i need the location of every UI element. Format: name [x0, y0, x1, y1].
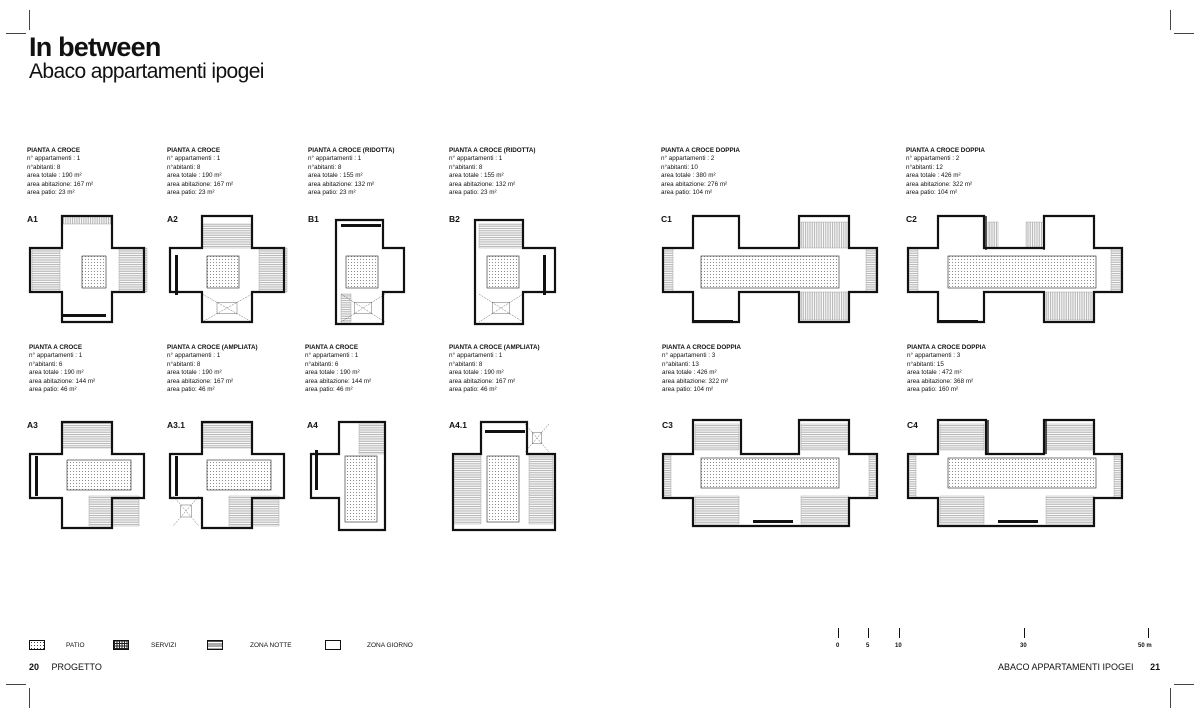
- spec-a41: [449, 344, 540, 394]
- spec-line: area abitazione: 132 m²: [308, 180, 375, 188]
- legend-label: ZONA NOTTE: [250, 642, 292, 649]
- scale-label: 50 m: [1138, 643, 1152, 649]
- spec-b1: [308, 147, 395, 197]
- floor-plan-a31: [167, 416, 287, 534]
- spec-line: n° appartamenti : 1: [29, 352, 83, 360]
- floor-plan-c4: [906, 416, 1126, 534]
- spec-line: n°abitanti: 8: [27, 163, 61, 171]
- spec-a4: [305, 344, 371, 394]
- spec-line: area patio: 46 m²: [305, 386, 353, 394]
- spec-line: n° appartamenti : 1: [305, 352, 359, 360]
- spec-line: area patio: 46 m²: [167, 386, 215, 394]
- page-title: In between: [29, 32, 161, 62]
- spec-line: area abitazione: 167 m²: [167, 377, 234, 385]
- spec-line: area totale : 155 m²: [308, 172, 363, 180]
- floor-plan-b2: [449, 210, 559, 325]
- spec-line: n° appartamenti : 1: [167, 352, 221, 360]
- spec-line: n° appartamenti : 2: [661, 155, 715, 163]
- spec-line: area patio: 23 m²: [308, 189, 356, 197]
- spec-line: n° appartamenti : 1: [449, 155, 503, 163]
- plan-label-a1: A1: [27, 214, 38, 224]
- spec-line: area totale : 155 m²: [449, 172, 504, 180]
- spec-line: area totale : 190 m²: [167, 369, 222, 377]
- spec-line: n°abitanti: 13: [662, 360, 699, 368]
- legend: [29, 640, 449, 652]
- spec-c4: [907, 344, 986, 394]
- spec-type: PIANTA A CROCE (AMPLIATA): [449, 344, 540, 351]
- zona-giorno-swatch: [325, 640, 341, 650]
- spec-line: area abitazione: 144 m²: [305, 377, 372, 385]
- spec-line: area patio: 104 m²: [662, 386, 714, 394]
- servizi-swatch: [113, 640, 129, 650]
- spec-line: area totale : 190 m²: [305, 369, 360, 377]
- spec-line: area abitazione: 322 m²: [906, 180, 973, 188]
- spec-line: area abitazione: 167 m²: [449, 377, 516, 385]
- spec-type: PIANTA A CROCE DOPPIA: [662, 344, 741, 351]
- floor-plan-c3: [661, 416, 881, 534]
- legend-label: PATIO: [66, 642, 85, 649]
- scale-label: 10: [895, 643, 902, 649]
- spec-line: n°abitanti: 12: [906, 163, 943, 171]
- spec-line: n° appartamenti : 3: [662, 352, 716, 360]
- plan-label-b1: B1: [308, 214, 319, 224]
- spec-line: area patio: 46 m²: [29, 386, 77, 394]
- scale-tick: [868, 628, 869, 638]
- plan-label-c1: C1: [661, 214, 672, 224]
- crop-mark: [29, 688, 30, 708]
- spec-line: n°abitanti: 8: [308, 163, 342, 171]
- spec-line: area totale : 426 m²: [906, 172, 961, 180]
- patio-swatch: [29, 640, 45, 650]
- section-name-left: PROGETTO: [51, 662, 102, 672]
- plan-label-a31: A3.1: [167, 420, 185, 430]
- spec-line: area patio: 160 m²: [907, 386, 959, 394]
- spec-type: PIANTA A CROCE (RIDOTTA): [308, 147, 395, 154]
- legend-label: ZONA GIORNO: [367, 642, 413, 649]
- spec-type: PIANTA A CROCE: [29, 344, 83, 351]
- page-subtitle: Abaco appartamenti ipogei: [29, 60, 264, 83]
- floor-plan-b1: [308, 210, 408, 325]
- plan-label-c2: C2: [906, 214, 917, 224]
- scale-label: 30: [1020, 643, 1027, 649]
- floor-plan-a41: [449, 416, 561, 534]
- plan-label-a41: A4.1: [449, 420, 467, 430]
- crop-mark: [29, 10, 30, 30]
- spec-line: area abitazione: 368 m²: [907, 377, 974, 385]
- spec-line: n° appartamenti : 1: [27, 155, 81, 163]
- spec-a3: [29, 344, 95, 394]
- spec-type: PIANTA A CROCE DOPPIA: [906, 147, 985, 154]
- spec-type: PIANTA A CROCE DOPPIA: [661, 147, 740, 154]
- footer-right: [998, 662, 1160, 672]
- footer-left: [29, 662, 102, 672]
- spec-line: area patio: 104 m²: [661, 189, 713, 197]
- spec-line: n° appartamenti : 1: [308, 155, 362, 163]
- floor-plan-a2: [167, 210, 287, 325]
- spec-line: area totale : 190 m²: [29, 369, 84, 377]
- scale-tick: [838, 628, 839, 638]
- spec-line: n°abitanti: 8: [167, 360, 201, 368]
- spec-line: area patio: 23 m²: [27, 189, 75, 197]
- page-number-left: 20: [29, 662, 40, 672]
- spec-a31: [167, 344, 258, 394]
- spec-line: area totale : 380 m²: [661, 172, 716, 180]
- spec-line: area abitazione: 132 m²: [449, 180, 516, 188]
- spec-line: n° appartamenti : 1: [167, 155, 221, 163]
- scale-tick: [1024, 628, 1025, 638]
- spec-type: PIANTA A CROCE (AMPLIATA): [167, 344, 258, 351]
- plan-label-b2: B2: [449, 214, 460, 224]
- spec-line: area totale : 190 m²: [449, 369, 504, 377]
- spec-line: n°abitanti: 8: [449, 163, 483, 171]
- plan-label-c3: C3: [662, 420, 673, 430]
- spec-line: area abitazione: 167 m²: [167, 180, 234, 188]
- spec-c1: [661, 147, 740, 197]
- plan-label-c4: C4: [907, 420, 918, 430]
- page-number-right: 21: [1150, 662, 1161, 672]
- spec-line: area patio: 23 m²: [167, 189, 215, 197]
- spec-line: area totale : 190 m²: [167, 172, 222, 180]
- spec-c2: [906, 147, 985, 197]
- legend-label: SERVIZI: [151, 642, 177, 649]
- spec-line: n°abitanti: 8: [167, 163, 201, 171]
- floor-plan-c2: [906, 210, 1126, 328]
- spec-line: n° appartamenti : 3: [907, 352, 961, 360]
- spec-line: area patio: 46 m²: [449, 386, 497, 394]
- crop-mark: [1174, 33, 1194, 34]
- spec-type: PIANTA A CROCE: [167, 147, 221, 154]
- spec-line: area abitazione: 322 m²: [662, 377, 729, 385]
- spec-line: n°abitanti: 6: [305, 360, 339, 368]
- spec-line: area patio: 23 m²: [449, 189, 497, 197]
- zona-notte-swatch: [207, 640, 223, 650]
- floor-plan-a3: [27, 416, 147, 534]
- scale-bar: [836, 628, 1156, 652]
- spec-c3: [662, 344, 741, 394]
- spec-line: n° appartamenti : 2: [906, 155, 960, 163]
- spec-line: n°abitanti: 15: [907, 360, 944, 368]
- floor-plan-a4: [307, 416, 407, 534]
- spec-line: n°abitanti: 10: [661, 163, 698, 171]
- spec-line: n° appartamenti : 1: [449, 352, 503, 360]
- plan-label-a3: A3: [27, 420, 38, 430]
- spec-line: area totale : 472 m²: [907, 369, 962, 377]
- spec-line: n°abitanti: 6: [29, 360, 63, 368]
- scale-label: 0: [836, 643, 840, 649]
- spec-a2: [167, 147, 233, 197]
- spec-line: area abitazione: 276 m²: [661, 180, 728, 188]
- spec-line: area patio: 104 m²: [906, 189, 958, 197]
- spec-line: n°abitanti: 8: [449, 360, 483, 368]
- spec-type: PIANTA A CROCE: [305, 344, 359, 351]
- section-name-right: ABACO APPARTAMENTI IPOGEI: [998, 662, 1134, 672]
- crop-mark: [1170, 10, 1171, 30]
- scale-label: 5: [866, 643, 870, 649]
- floor-plan-a1: [27, 210, 147, 325]
- scale-tick: [1148, 628, 1149, 638]
- plan-label-a2: A2: [167, 214, 178, 224]
- spec-line: area abitazione: 144 m²: [29, 377, 96, 385]
- spec-line: area totale : 190 m²: [27, 172, 82, 180]
- crop-mark: [6, 684, 26, 685]
- crop-mark: [6, 33, 26, 34]
- spec-type: PIANTA A CROCE: [27, 147, 81, 154]
- crop-mark: [1174, 684, 1194, 685]
- crop-mark: [1170, 688, 1171, 708]
- scale-tick: [899, 628, 900, 638]
- spec-line: area abitazione: 167 m²: [27, 180, 94, 188]
- spec-a1: [27, 147, 93, 197]
- spec-b2: [449, 147, 536, 197]
- plan-label-a4: A4: [307, 420, 318, 430]
- spec-type: PIANTA A CROCE DOPPIA: [907, 344, 986, 351]
- floor-plan-c1: [661, 210, 881, 328]
- spec-line: area totale : 426 m²: [662, 369, 717, 377]
- spec-type: PIANTA A CROCE (RIDOTTA): [449, 147, 536, 154]
